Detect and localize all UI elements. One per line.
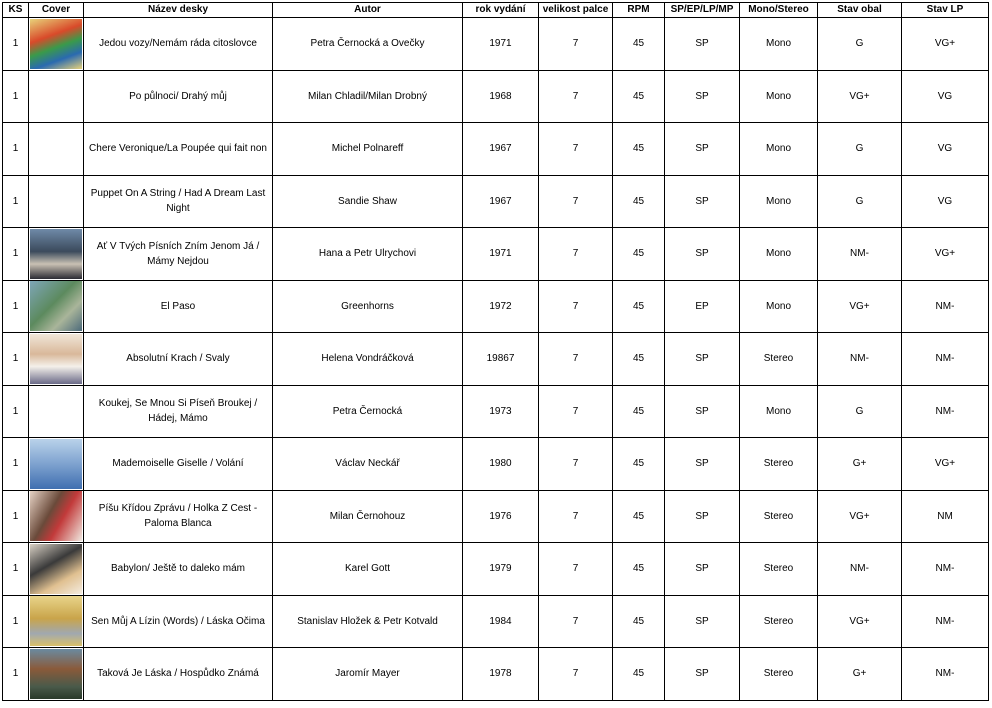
cover-image — [30, 649, 82, 699]
sound-cell: Stereo — [740, 490, 818, 543]
year-cell: 1971 — [463, 228, 539, 281]
rpm-cell: 45 — [613, 385, 665, 438]
year-cell: 1978 — [463, 648, 539, 701]
cover-image — [30, 19, 82, 69]
sound-cell: Mono — [740, 70, 818, 123]
rpm-cell: 45 — [613, 333, 665, 386]
format-cell: SP — [665, 18, 740, 71]
header-sound: Mono/Stereo — [740, 3, 818, 18]
table-row — [3, 438, 989, 491]
title-cell: Taková Je Láska / Hospůdko Známá — [84, 648, 273, 701]
cover-image — [30, 596, 82, 646]
sound-cell: Stereo — [740, 543, 818, 596]
title-cell: Chere Veronique/La Poupée qui fait non — [84, 123, 273, 176]
sleeve-condition-cell: NM- — [818, 228, 902, 281]
author-cell: Stanislav Hložek & Petr Kotvald — [273, 595, 463, 648]
sleeve-condition-cell: G — [818, 385, 902, 438]
table-row — [3, 543, 989, 596]
table-row — [3, 333, 989, 386]
table-row — [3, 123, 989, 176]
record-condition-cell: VG — [902, 123, 989, 176]
header-title: Název desky — [84, 3, 273, 18]
cover-image — [30, 229, 82, 279]
header-rpm: RPM — [613, 3, 665, 18]
rpm-cell: 45 — [613, 543, 665, 596]
table-row — [3, 175, 989, 228]
author-cell: Petra Černocká — [273, 385, 463, 438]
rpm-cell: 45 — [613, 438, 665, 491]
record-condition-cell: VG — [902, 175, 989, 228]
sound-cell: Mono — [740, 280, 818, 333]
cover-cell — [29, 385, 84, 438]
cover-cell — [29, 70, 84, 123]
header-format: SP/EP/LP/MP — [665, 3, 740, 18]
ks-cell: 1 — [3, 18, 29, 71]
author-cell: Hana a Petr Ulrychovi — [273, 228, 463, 281]
size-cell: 7 — [539, 438, 613, 491]
record-condition-cell: NM- — [902, 280, 989, 333]
sound-cell: Stereo — [740, 333, 818, 386]
sound-cell: Mono — [740, 175, 818, 228]
cover-image — [30, 281, 82, 331]
year-cell: 1980 — [463, 438, 539, 491]
year-cell: 1967 — [463, 123, 539, 176]
record-condition-cell: NM- — [902, 595, 989, 648]
author-cell: Václav Neckář — [273, 438, 463, 491]
sleeve-condition-cell: G+ — [818, 648, 902, 701]
cover-image — [30, 334, 82, 384]
rpm-cell: 45 — [613, 280, 665, 333]
ks-cell: 1 — [3, 385, 29, 438]
sleeve-condition-cell: VG+ — [818, 595, 902, 648]
ks-cell: 1 — [3, 543, 29, 596]
year-cell: 1976 — [463, 490, 539, 543]
sound-cell: Stereo — [740, 595, 818, 648]
title-cell: Sen Můj A Lízin (Words) / Láska Očima — [84, 595, 273, 648]
rpm-cell: 45 — [613, 228, 665, 281]
sleeve-condition-cell: VG+ — [818, 70, 902, 123]
rpm-cell: 45 — [613, 648, 665, 701]
cover-cell — [29, 648, 84, 701]
author-cell: Karel Gott — [273, 543, 463, 596]
title-cell: Mademoiselle Giselle / Volání — [84, 438, 273, 491]
size-cell: 7 — [539, 595, 613, 648]
format-cell: SP — [665, 438, 740, 491]
size-cell: 7 — [539, 385, 613, 438]
size-cell: 7 — [539, 70, 613, 123]
sleeve-condition-cell: G — [818, 123, 902, 176]
header-size: velikost palce — [539, 3, 613, 18]
title-cell: Absolutní Krach / Svaly — [84, 333, 273, 386]
sleeve-condition-cell: NM- — [818, 543, 902, 596]
table-row — [3, 385, 989, 438]
sound-cell: Mono — [740, 18, 818, 71]
sleeve-condition-cell: VG+ — [818, 280, 902, 333]
size-cell: 7 — [539, 333, 613, 386]
header-ks: KS — [3, 3, 29, 18]
sound-cell: Mono — [740, 228, 818, 281]
header-row — [3, 3, 989, 18]
size-cell: 7 — [539, 543, 613, 596]
ks-cell: 1 — [3, 280, 29, 333]
table-row — [3, 648, 989, 701]
author-cell: Jaromír Mayer — [273, 648, 463, 701]
ks-cell: 1 — [3, 228, 29, 281]
title-cell: Po půlnoci/ Drahý můj — [84, 70, 273, 123]
author-cell: Greenhorns — [273, 280, 463, 333]
table-row — [3, 228, 989, 281]
year-cell: 1971 — [463, 18, 539, 71]
format-cell: SP — [665, 175, 740, 228]
record-condition-cell: NM — [902, 490, 989, 543]
year-cell: 1973 — [463, 385, 539, 438]
author-cell: Helena Vondráčková — [273, 333, 463, 386]
format-cell: SP — [665, 70, 740, 123]
sleeve-condition-cell: VG+ — [818, 490, 902, 543]
cover-image — [30, 544, 82, 594]
size-cell: 7 — [539, 490, 613, 543]
year-cell: 19867 — [463, 333, 539, 386]
ks-cell: 1 — [3, 123, 29, 176]
title-cell: Ať V Tvých Písních Zním Jenom Já / Mámy Nejdou — [84, 228, 273, 281]
format-cell: SP — [665, 543, 740, 596]
year-cell: 1984 — [463, 595, 539, 648]
ks-cell: 1 — [3, 175, 29, 228]
ks-cell: 1 — [3, 648, 29, 701]
cover-image — [30, 491, 82, 541]
ks-cell: 1 — [3, 70, 29, 123]
year-cell: 1967 — [463, 175, 539, 228]
header-author: Autor — [273, 3, 463, 18]
author-cell: Milan Černohouz — [273, 490, 463, 543]
sleeve-condition-cell: G — [818, 18, 902, 71]
cover-cell — [29, 490, 84, 543]
table-row — [3, 490, 989, 543]
record-condition-cell: NM- — [902, 333, 989, 386]
cover-cell — [29, 280, 84, 333]
sleeve-condition-cell: G+ — [818, 438, 902, 491]
sound-cell: Mono — [740, 385, 818, 438]
rpm-cell: 45 — [613, 18, 665, 71]
cover-cell — [29, 228, 84, 281]
size-cell: 7 — [539, 280, 613, 333]
table-row — [3, 595, 989, 648]
title-cell: El Paso — [84, 280, 273, 333]
header-record: Stav LP — [902, 3, 989, 18]
ks-cell: 1 — [3, 490, 29, 543]
table-row — [3, 70, 989, 123]
records-table — [2, 2, 989, 701]
cover-image — [30, 439, 82, 489]
size-cell: 7 — [539, 18, 613, 71]
format-cell: SP — [665, 595, 740, 648]
format-cell: SP — [665, 490, 740, 543]
size-cell: 7 — [539, 648, 613, 701]
sleeve-condition-cell: NM- — [818, 333, 902, 386]
size-cell: 7 — [539, 123, 613, 176]
ks-cell: 1 — [3, 333, 29, 386]
record-condition-cell: VG+ — [902, 18, 989, 71]
format-cell: SP — [665, 228, 740, 281]
sleeve-condition-cell: G — [818, 175, 902, 228]
title-cell: Píšu Křídou Zprávu / Holka Z Cest - Paloma Blanca — [84, 490, 273, 543]
cover-cell — [29, 543, 84, 596]
title-cell: Puppet On A String / Had A Dream Last Night — [84, 175, 273, 228]
format-cell: EP — [665, 280, 740, 333]
year-cell: 1979 — [463, 543, 539, 596]
record-condition-cell: NM- — [902, 543, 989, 596]
format-cell: SP — [665, 648, 740, 701]
cover-cell — [29, 123, 84, 176]
cover-cell — [29, 438, 84, 491]
header-cover: Cover — [29, 3, 84, 18]
title-cell: Koukej, Se Mnou Si Píseň Broukej / Hádej, Mámo — [84, 385, 273, 438]
author-cell: Milan Chladil/Milan Drobný — [273, 70, 463, 123]
header-sleeve: Stav obal — [818, 3, 902, 18]
record-condition-cell: NM- — [902, 648, 989, 701]
sound-cell: Stereo — [740, 648, 818, 701]
year-cell: 1968 — [463, 70, 539, 123]
ks-cell: 1 — [3, 595, 29, 648]
format-cell: SP — [665, 385, 740, 438]
author-cell: Petra Černocká a Ovečky — [273, 18, 463, 71]
cover-cell — [29, 333, 84, 386]
rpm-cell: 45 — [613, 123, 665, 176]
sound-cell: Stereo — [740, 438, 818, 491]
ks-cell: 1 — [3, 438, 29, 491]
sound-cell: Mono — [740, 123, 818, 176]
rpm-cell: 45 — [613, 595, 665, 648]
author-cell: Sandie Shaw — [273, 175, 463, 228]
rpm-cell: 45 — [613, 70, 665, 123]
size-cell: 7 — [539, 228, 613, 281]
table-row — [3, 280, 989, 333]
record-condition-cell: VG+ — [902, 228, 989, 281]
year-cell: 1972 — [463, 280, 539, 333]
table-row — [3, 18, 989, 71]
cover-cell — [29, 175, 84, 228]
rpm-cell: 45 — [613, 490, 665, 543]
author-cell: Michel Polnareff — [273, 123, 463, 176]
record-condition-cell: VG — [902, 70, 989, 123]
rpm-cell: 45 — [613, 175, 665, 228]
cover-cell — [29, 595, 84, 648]
format-cell: SP — [665, 123, 740, 176]
size-cell: 7 — [539, 175, 613, 228]
format-cell: SP — [665, 333, 740, 386]
record-condition-cell: VG+ — [902, 438, 989, 491]
record-condition-cell: NM- — [902, 385, 989, 438]
title-cell: Babylon/ Ještě to daleko mám — [84, 543, 273, 596]
title-cell: Jedou vozy/Nemám ráda citoslovce — [84, 18, 273, 71]
header-year: rok vydání — [463, 3, 539, 18]
cover-cell — [29, 18, 84, 71]
